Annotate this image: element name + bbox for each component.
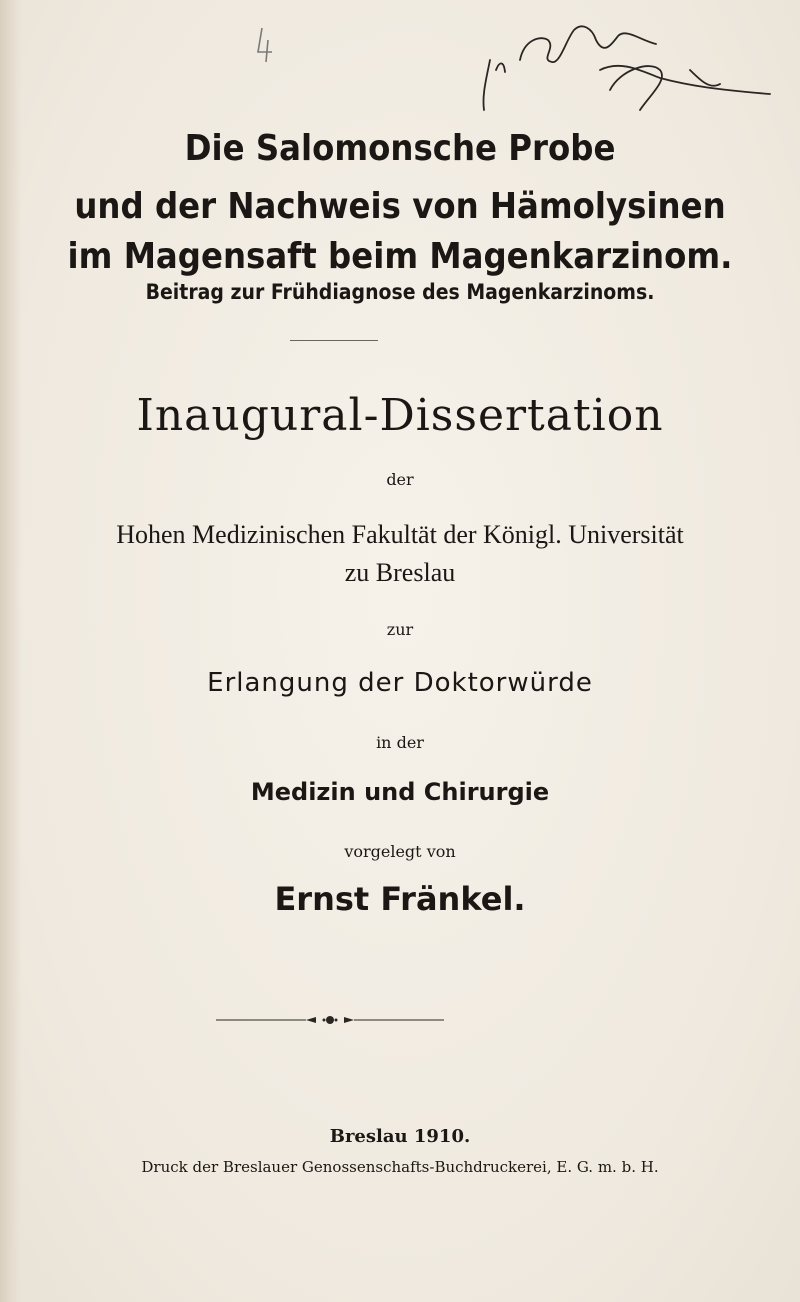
dissertation-heading: Inaugural-Dissertation bbox=[136, 390, 664, 441]
faculty-line-1: Hohen Medizinischen Fakultät der Königl. Universität bbox=[116, 520, 684, 549]
title-line-3: im Magensaft beim Magenkarzinom. bbox=[67, 236, 733, 277]
field-line: Medizin und Chirurgie bbox=[250, 778, 550, 806]
city-year: Breslau 1910. bbox=[329, 1126, 471, 1147]
divider-rule bbox=[290, 340, 378, 341]
degree-line: Erlangung der Doktorwürde bbox=[207, 668, 593, 698]
subtitle: Beitrag zur Frühdiagnose des Magenkarzinoms. bbox=[145, 280, 655, 304]
title-line-1: Die Salomonsche Probe bbox=[184, 128, 616, 169]
author-name: Ernst Fränkel. bbox=[274, 880, 526, 918]
text-vorgelegt: vorgelegt von bbox=[344, 842, 456, 861]
page-edge-shadow bbox=[0, 0, 22, 1302]
title-line-2: und der Nachweis von Hämolysinen bbox=[74, 186, 726, 227]
printer-line: Druck der Breslauer Genossenschafts-Buchdruckerei, E. G. m. b. H. bbox=[141, 1158, 659, 1176]
ornament-divider bbox=[216, 1010, 444, 1030]
text-der: der bbox=[386, 470, 414, 489]
text-in-der: in der bbox=[376, 733, 424, 752]
faculty-line-2: zu Breslau bbox=[344, 558, 456, 587]
text-zur: zur bbox=[386, 620, 414, 639]
